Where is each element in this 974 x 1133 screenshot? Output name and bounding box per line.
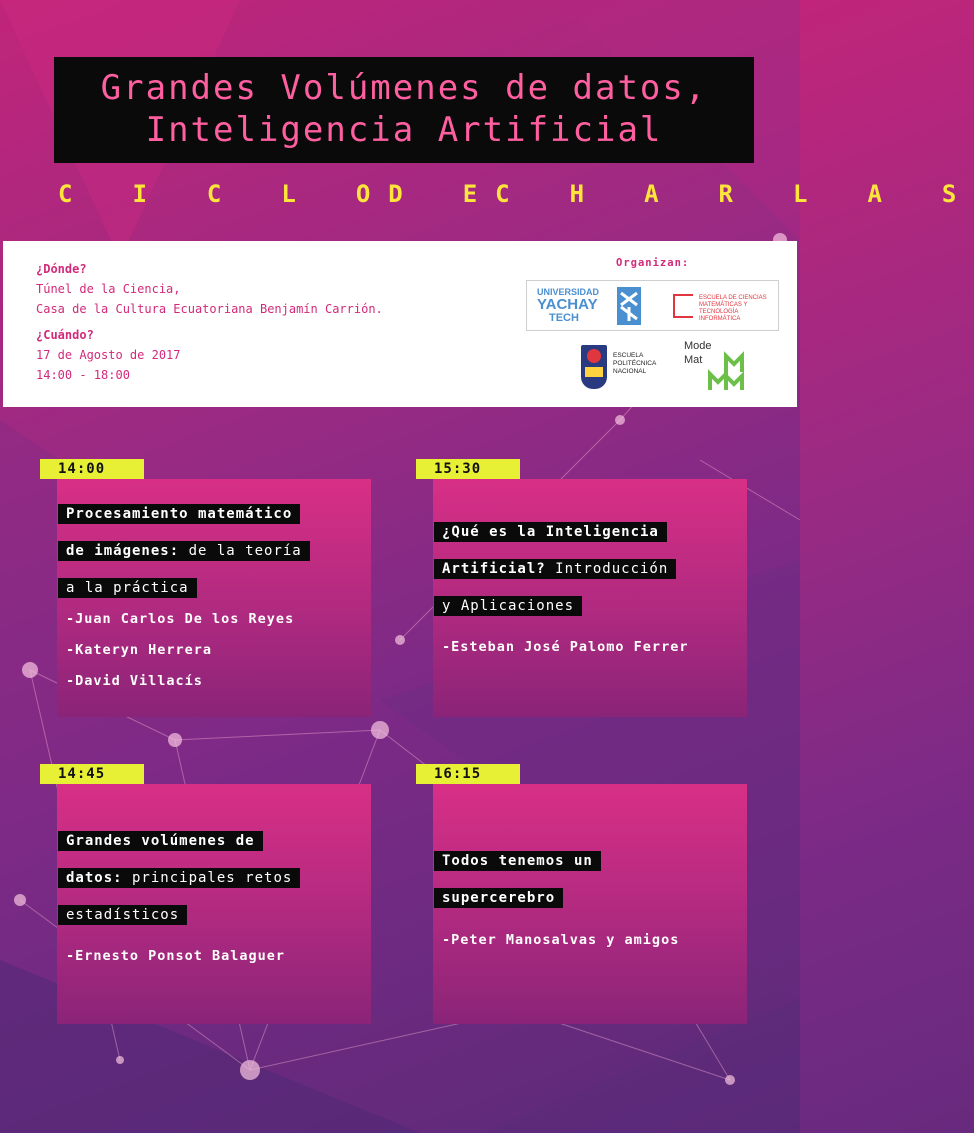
talk-3-title-line-1: Grandes volúmenes de bbox=[58, 831, 263, 851]
escuela-mark-icon bbox=[673, 294, 693, 318]
subtitle-letter: E bbox=[462, 180, 496, 208]
where-line-2: Casa de la Cultura Ecuatoriana Benjamín Carrión. bbox=[36, 302, 383, 316]
event-info-panel bbox=[3, 241, 797, 407]
modemat-line-2: Mat bbox=[684, 354, 703, 366]
talk-1-speaker: -Juan Carlos De los Reyes bbox=[66, 611, 295, 627]
subtitle-letter: H bbox=[569, 180, 603, 208]
epn-shield-icon bbox=[581, 345, 607, 389]
talk-4-time: 16:15 bbox=[416, 764, 520, 784]
subtitle-letter: L bbox=[792, 180, 826, 208]
talk-3-time: 14:45 bbox=[40, 764, 144, 784]
talk-4-title-line-1: Todos tenemos un bbox=[434, 851, 601, 871]
talk-1-title-line-3: a la práctica bbox=[58, 578, 197, 598]
talk-4-speaker: -Peter Manosalvas y amigos bbox=[442, 932, 680, 948]
subtitle-letter: L bbox=[281, 180, 314, 208]
yachay-mark-icon bbox=[617, 287, 641, 325]
yachay-logo bbox=[537, 287, 617, 324]
yachay-logo-line-3: TECH bbox=[549, 312, 579, 324]
subtitle-letter: D bbox=[388, 180, 421, 208]
subtitle-letter: S bbox=[941, 180, 974, 208]
yachay-logo-line-2: YACHAY bbox=[537, 296, 598, 313]
talk-3-card bbox=[57, 784, 371, 1024]
where-line-1: Túnel de la Ciencia, bbox=[36, 282, 181, 296]
talk-4-title-line-2: supercerebro bbox=[434, 888, 563, 908]
yachay-logo-line-1: UNIVERSIDAD bbox=[537, 287, 600, 297]
escuela-logo-text: ESCUELA DE CIENCIAS MATEMÁTICAS Y TECNOLOGÍA INFORMÁTICA bbox=[699, 295, 767, 322]
subtitle-letter: C bbox=[58, 180, 91, 208]
where-label: ¿Dónde? bbox=[36, 262, 87, 276]
talk-3-title-line-3: estadísticos bbox=[58, 905, 187, 925]
subtitle-letter: A bbox=[644, 180, 677, 208]
talk-2-title-line-1: ¿Qué es la Inteligencia bbox=[434, 522, 667, 542]
talk-1-title-line-2: de imágenes: de la teoría bbox=[58, 541, 310, 561]
talk-1-time: 14:00 bbox=[40, 459, 144, 479]
talk-3-speaker: -Ernesto Ponsot Balaguer bbox=[66, 948, 286, 964]
subtitle-letter: C bbox=[206, 180, 240, 208]
when-label: ¿Cuándo? bbox=[36, 328, 94, 342]
modemat-mark-icon bbox=[708, 354, 744, 392]
talk-1-card bbox=[57, 479, 371, 717]
organizer-logos-box bbox=[526, 280, 779, 331]
talk-2-card bbox=[433, 479, 747, 717]
subtitle-letter: I bbox=[132, 180, 165, 208]
when-time: 14:00 - 18:00 bbox=[36, 368, 130, 382]
subtitle-letter: R bbox=[718, 180, 751, 208]
title-box bbox=[54, 57, 754, 163]
modemat-line-1: Mode bbox=[684, 340, 712, 352]
talk-3-title-line-2: datos: principales retos bbox=[58, 868, 300, 888]
title-line-1: Grandes Volúmenes de datos, bbox=[100, 68, 708, 108]
talk-2-title-line-2: Artificial? Introducción bbox=[434, 559, 676, 579]
organizers-label: Organizan: bbox=[616, 257, 690, 269]
subtitle-ciclo-de-charlas bbox=[58, 180, 974, 208]
talk-4-card bbox=[433, 784, 747, 1024]
talk-1-title-line-1: Procesamiento matemático bbox=[58, 504, 300, 524]
subtitle-letter: C bbox=[495, 180, 528, 208]
title-line-2: Inteligencia Artificial bbox=[145, 110, 663, 150]
when-date: 17 de Agosto de 2017 bbox=[36, 348, 181, 362]
talk-1-speaker: -Kateryn Herrera bbox=[66, 642, 213, 658]
talk-1-speaker: -David Villacís bbox=[66, 673, 203, 689]
talk-2-speaker: -Esteban José Palomo Ferrer bbox=[442, 639, 689, 655]
talk-2-title-line-3: y Aplicaciones bbox=[434, 596, 582, 616]
epn-logo-text: ESCUELA POLITÉCNICA NACIONAL bbox=[613, 352, 656, 375]
subtitle-letter: O bbox=[355, 180, 389, 208]
talk-2-time: 15:30 bbox=[416, 459, 520, 479]
subtitle-letter: A bbox=[867, 180, 900, 208]
